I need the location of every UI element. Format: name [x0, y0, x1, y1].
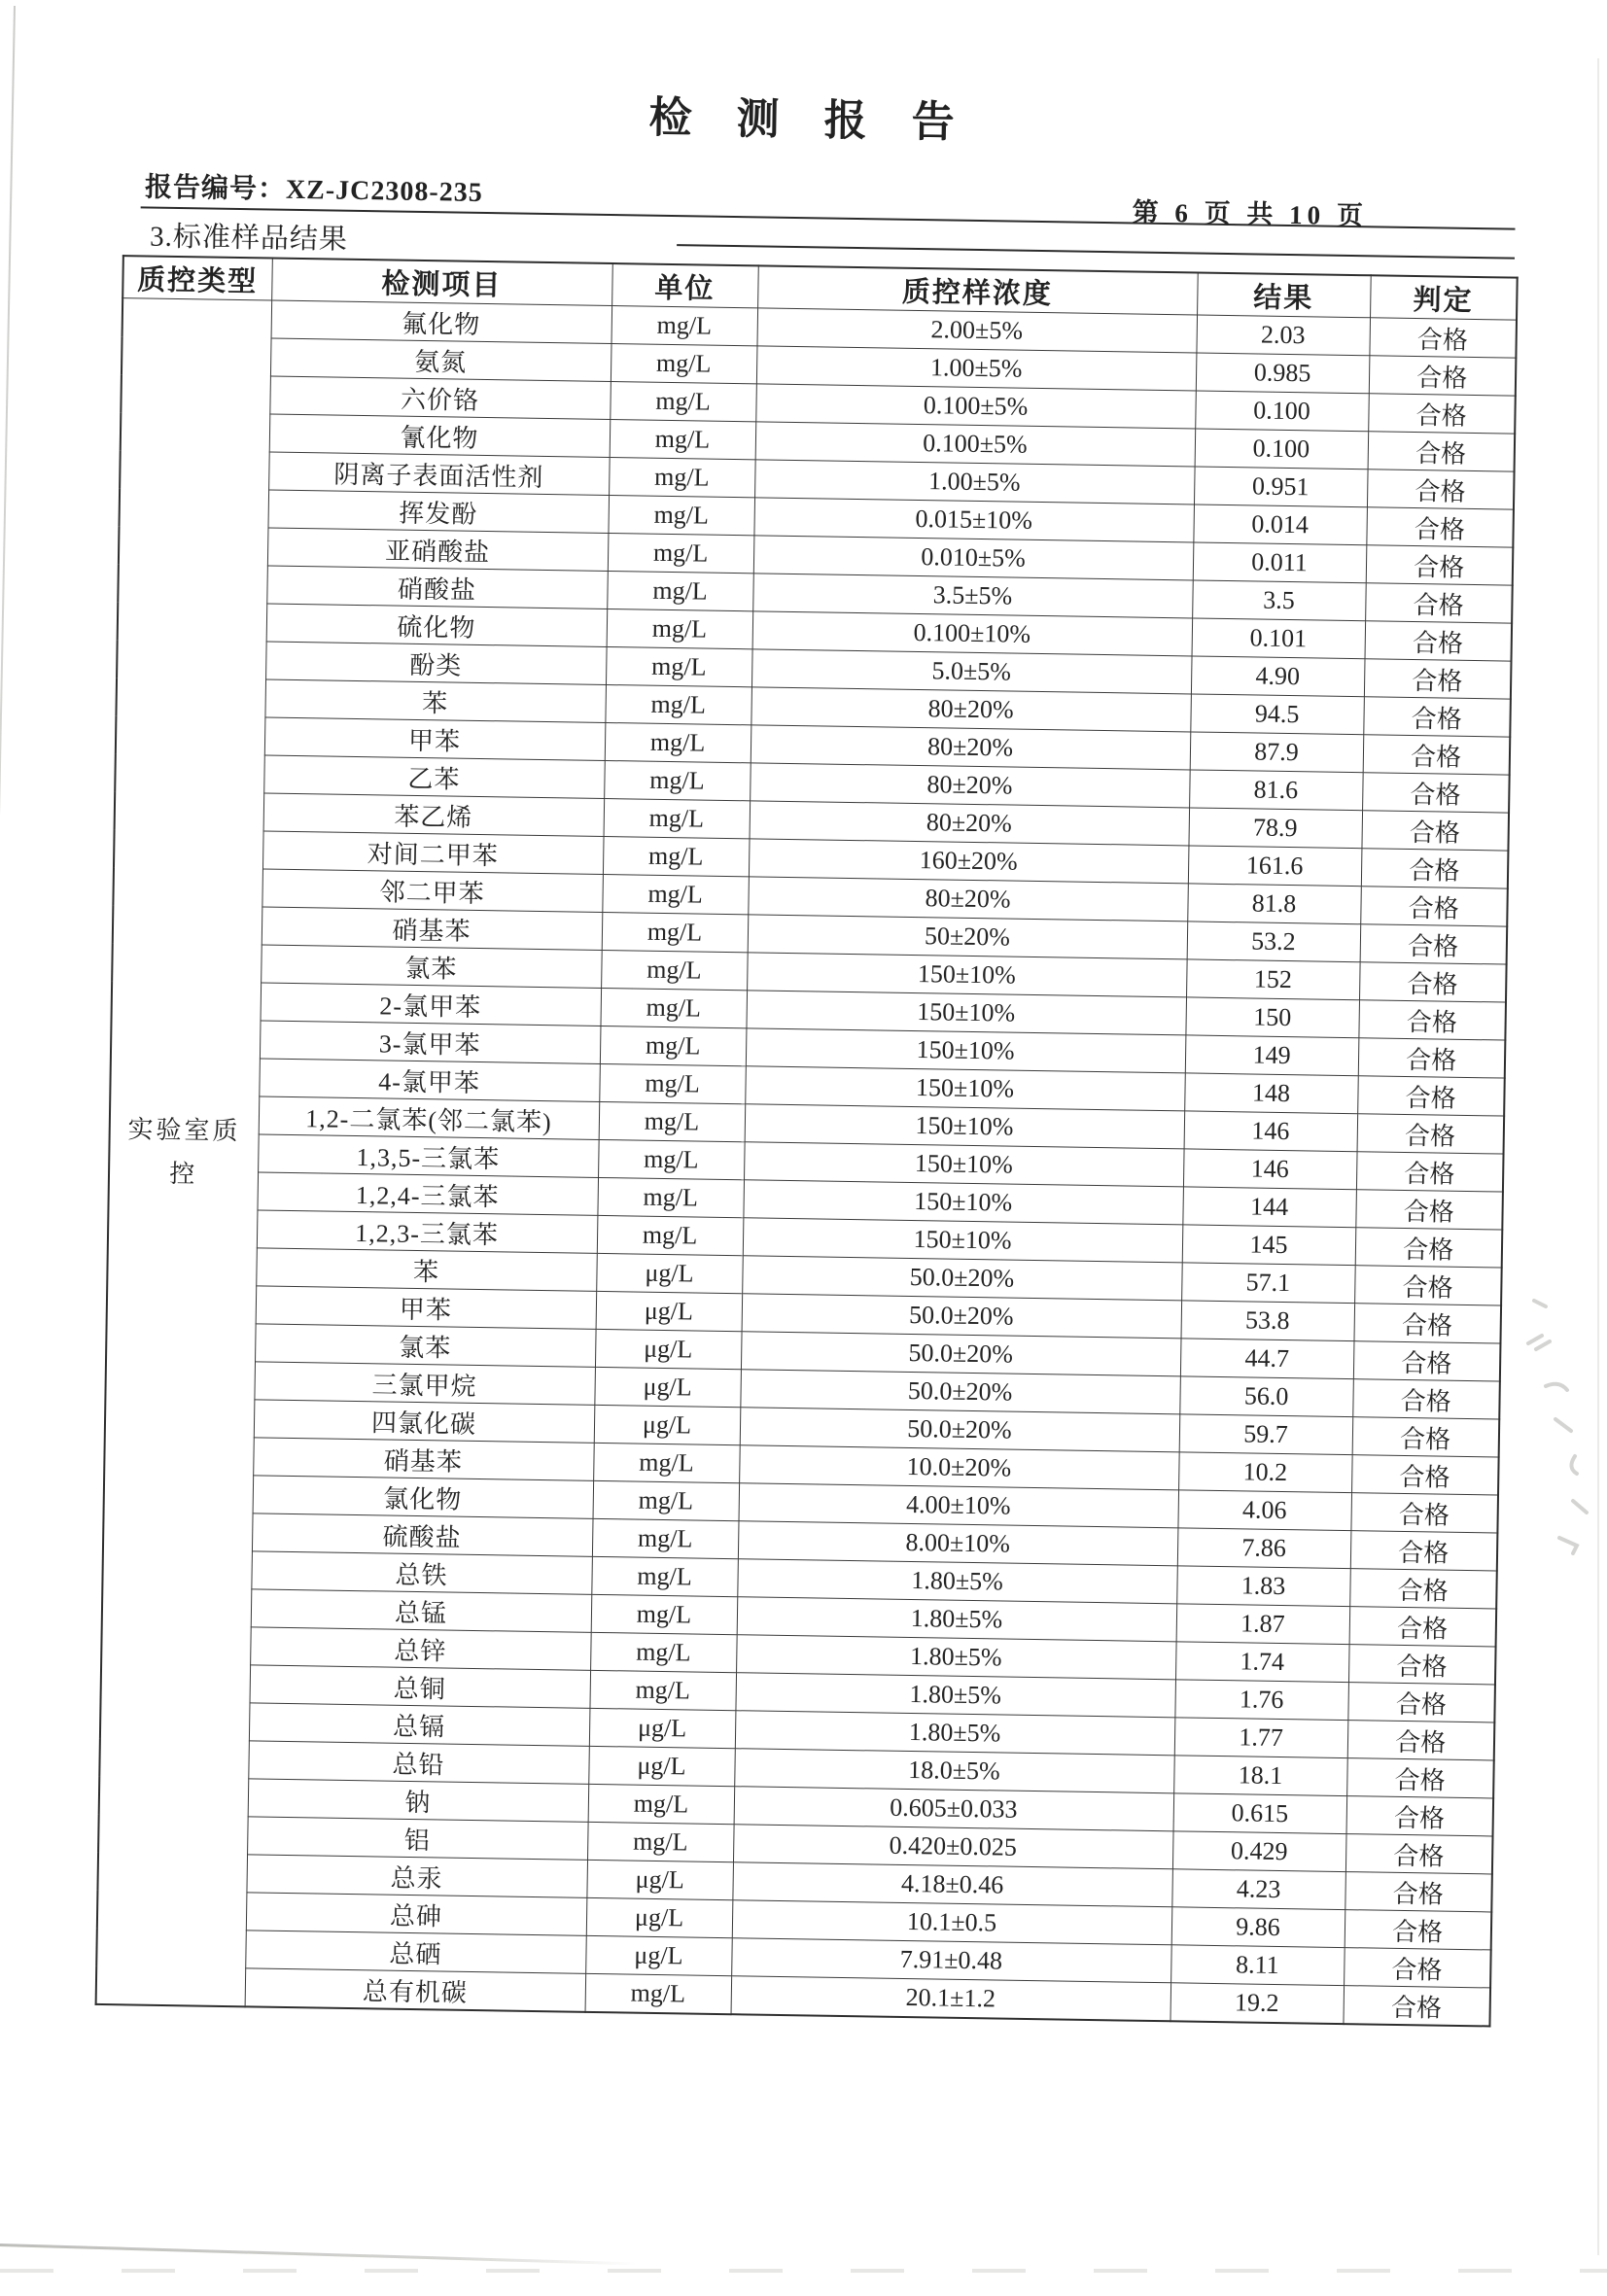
- concentration-cell: 0.010±5%: [753, 536, 1194, 580]
- concentration-cell: 80±20%: [750, 763, 1190, 808]
- concentration-cell: 150±10%: [747, 953, 1187, 997]
- item-cell: 苯乙烯: [263, 793, 605, 836]
- concentration-cell: 1.00±5%: [756, 346, 1197, 391]
- item-cell: 氨氮: [270, 338, 611, 381]
- unit-cell: mg/L: [605, 684, 751, 724]
- judgement-cell: 合格: [1358, 1038, 1506, 1078]
- item-cell: 邻二甲苯: [262, 869, 603, 912]
- judgement-cell: 合格: [1369, 356, 1517, 396]
- result-cell: 1.87: [1176, 1604, 1350, 1645]
- item-cell: 1,2-二氯苯(邻二氯苯): [259, 1096, 600, 1139]
- item-cell: 硝基苯: [253, 1438, 594, 1480]
- item-cell: 氯苯: [255, 1324, 596, 1367]
- unit-cell: μg/L: [594, 1405, 741, 1444]
- concentration-cell: 50.0±20%: [740, 1370, 1180, 1414]
- unit-cell: mg/L: [600, 988, 747, 1027]
- standard-sample-results-table: [95, 255, 1519, 2027]
- item-cell: 对间二甲苯: [262, 831, 604, 874]
- item-cell: 阴离子表面活性剂: [268, 452, 610, 495]
- judgement-cell: 合格: [1352, 1379, 1500, 1419]
- unit-cell: mg/L: [588, 1784, 735, 1824]
- judgement-cell: 合格: [1355, 1228, 1503, 1268]
- concentration-cell: 150±10%: [743, 1180, 1183, 1225]
- unit-cell: μg/L: [586, 1897, 733, 1937]
- judgement-cell: 合格: [1356, 1152, 1504, 1192]
- result-cell: 1.76: [1174, 1680, 1348, 1721]
- result-cell: 144: [1182, 1187, 1356, 1228]
- result-cell: 8.11: [1170, 1945, 1345, 1986]
- result-cell: 57.1: [1181, 1263, 1355, 1304]
- judgement-cell: 合格: [1350, 1531, 1498, 1571]
- col-header-result: 结果: [1197, 272, 1371, 317]
- col-header-judgement: 判定: [1370, 275, 1518, 320]
- concentration-cell: 50.0±20%: [740, 1408, 1180, 1452]
- concentration-cell: 18.0±5%: [734, 1749, 1174, 1793]
- report-number-label: 报告编号：: [144, 172, 287, 205]
- unit-cell: mg/L: [605, 722, 751, 762]
- judgement-cell: 合格: [1367, 470, 1515, 509]
- item-cell: 铝: [247, 1817, 588, 1860]
- col-header-test-item: 检测项目: [271, 259, 612, 306]
- judgement-cell: 合格: [1357, 1076, 1505, 1116]
- concentration-cell: 4.18±0.46: [732, 1862, 1172, 1907]
- unit-cell: mg/L: [590, 1632, 737, 1672]
- judgement-cell: 合格: [1346, 1758, 1494, 1798]
- ghost-stamp-marks: [1517, 1293, 1607, 1565]
- concentration-cell: 10.0±20%: [739, 1445, 1179, 1490]
- item-cell: 总镉: [249, 1703, 590, 1746]
- item-cell: 氰化物: [269, 414, 611, 457]
- unit-cell: μg/L: [595, 1329, 742, 1369]
- result-cell: 0.014: [1193, 504, 1367, 545]
- result-cell: 19.2: [1170, 1983, 1344, 2024]
- report-title: 检测报告: [648, 93, 1000, 148]
- unit-cell: mg/L: [608, 534, 754, 574]
- judgement-cell: 合格: [1348, 1645, 1496, 1685]
- item-cell: 氟化物: [271, 300, 612, 343]
- item-cell: 四氯化碳: [254, 1400, 595, 1443]
- scan-right-edge-artifact: [1597, 58, 1599, 2255]
- judgement-cell: 合格: [1364, 659, 1512, 699]
- judgement-cell: 合格: [1362, 773, 1510, 813]
- concentration-cell: 80±20%: [748, 877, 1188, 922]
- item-cell: 三氯甲烷: [254, 1362, 595, 1405]
- judgement-cell: 合格: [1353, 1304, 1501, 1343]
- judgement-cell: 合格: [1366, 545, 1514, 585]
- concentration-cell: 8.00±10%: [738, 1521, 1178, 1566]
- concentration-cell: 1.00±5%: [754, 460, 1195, 504]
- unit-cell: mg/L: [589, 1670, 736, 1710]
- judgement-cell: 合格: [1345, 1910, 1492, 1950]
- unit-cell: μg/L: [585, 1935, 732, 1975]
- result-cell: 4.06: [1177, 1490, 1351, 1531]
- unit-cell: mg/L: [585, 1973, 732, 2014]
- concentration-cell: 50.0±20%: [742, 1294, 1182, 1339]
- item-cell: 氯化物: [253, 1476, 594, 1518]
- concentration-cell: 0.605±0.033: [734, 1787, 1174, 1831]
- judgement-cell: 合格: [1352, 1417, 1500, 1457]
- result-cell: 44.7: [1180, 1339, 1354, 1379]
- result-cell: 78.9: [1188, 808, 1362, 849]
- concentration-cell: 150±10%: [745, 1104, 1185, 1149]
- judgement-cell: 合格: [1347, 1721, 1495, 1760]
- section-heading: 3.标准样品结果: [149, 221, 349, 256]
- judgement-cell: 合格: [1350, 1493, 1498, 1533]
- item-cell: 硝基苯: [262, 907, 603, 950]
- concentration-cell: 7.91±0.48: [731, 1938, 1171, 1983]
- unit-cell: mg/L: [593, 1480, 740, 1520]
- result-cell: 7.86: [1177, 1528, 1351, 1569]
- concentration-cell: 1.80±5%: [735, 1673, 1175, 1718]
- result-cell: 148: [1184, 1073, 1358, 1114]
- unit-cell: mg/L: [607, 572, 753, 611]
- report-number-value: XZ-JC2308-235: [285, 174, 483, 208]
- item-cell: 总锌: [250, 1627, 591, 1670]
- judgement-cell: 合格: [1343, 1986, 1490, 2027]
- concentration-cell: 0.015±10%: [753, 498, 1194, 542]
- item-cell: 甲苯: [264, 717, 606, 760]
- result-cell: 18.1: [1173, 1756, 1347, 1796]
- page-indicator: 第 6 页 共 10 页: [1132, 197, 1369, 231]
- concentration-cell: 50.0±20%: [742, 1256, 1182, 1301]
- unit-cell: mg/L: [597, 1215, 744, 1255]
- unit-cell: μg/L: [594, 1367, 741, 1407]
- unit-cell: mg/L: [604, 798, 751, 838]
- unit-cell: mg/L: [598, 1139, 745, 1179]
- item-cell: 2-氯甲苯: [261, 983, 602, 1026]
- judgement-cell: 合格: [1363, 697, 1511, 737]
- concentration-cell: 1.80±5%: [737, 1559, 1177, 1604]
- col-header-qc-type: 质控类型: [122, 256, 272, 300]
- unit-cell: mg/L: [610, 382, 756, 422]
- result-cell: 81.8: [1187, 884, 1361, 924]
- judgement-cell: 合格: [1349, 1607, 1497, 1647]
- item-cell: 硫化物: [266, 604, 608, 646]
- concentration-cell: 150±10%: [743, 1218, 1183, 1263]
- unit-cell: μg/L: [586, 1860, 733, 1899]
- result-cell: 56.0: [1179, 1376, 1353, 1417]
- result-cell: 9.86: [1171, 1907, 1345, 1948]
- unit-cell: mg/L: [591, 1556, 738, 1596]
- scan-bottom-shadow: [0, 2269, 1607, 2273]
- item-cell: 总锰: [251, 1589, 592, 1632]
- judgement-cell: 合格: [1346, 1796, 1494, 1836]
- item-cell: 硝酸盐: [266, 566, 608, 609]
- judgement-cell: 合格: [1369, 318, 1517, 358]
- unit-cell: μg/L: [596, 1253, 743, 1293]
- unit-cell: μg/L: [589, 1708, 736, 1748]
- judgement-cell: 合格: [1355, 1190, 1503, 1230]
- results-table-body: [96, 298, 1517, 2027]
- unit-cell: mg/L: [608, 496, 754, 536]
- result-cell: 0.985: [1196, 353, 1370, 394]
- item-cell: 六价铬: [269, 376, 611, 419]
- result-cell: 152: [1186, 959, 1360, 1000]
- judgement-cell: 合格: [1368, 432, 1516, 471]
- concentration-cell: 80±20%: [751, 725, 1191, 770]
- concentration-cell: 160±20%: [749, 839, 1189, 884]
- concentration-cell: 150±10%: [744, 1142, 1184, 1187]
- qc-type-cell: [96, 298, 272, 2007]
- judgement-cell: 合格: [1359, 962, 1507, 1002]
- unit-cell: μg/L: [588, 1746, 735, 1786]
- judgement-cell: 合格: [1358, 1000, 1506, 1040]
- unit-cell: mg/L: [591, 1594, 738, 1634]
- judgement-cell: 合格: [1354, 1266, 1502, 1305]
- judgement-cell: 合格: [1345, 1872, 1492, 1912]
- report-number-line: [145, 165, 483, 209]
- judgement-cell: 合格: [1361, 811, 1509, 851]
- item-cell: 挥发酚: [267, 490, 609, 533]
- unit-cell: mg/L: [587, 1822, 734, 1861]
- unit-cell: mg/L: [604, 760, 751, 800]
- judgement-cell: 合格: [1365, 583, 1513, 623]
- concentration-cell: 80±20%: [750, 801, 1190, 846]
- concentration-cell: 150±10%: [745, 1066, 1185, 1111]
- concentration-cell: 150±10%: [746, 991, 1186, 1035]
- unit-cell: μg/L: [596, 1291, 743, 1331]
- item-cell: 总汞: [246, 1855, 587, 1897]
- concentration-cell: 50±20%: [748, 915, 1188, 959]
- concentration-cell: 80±20%: [751, 687, 1191, 732]
- concentration-cell: 10.1±0.5: [732, 1900, 1172, 1945]
- concentration-cell: 2.00±5%: [756, 308, 1197, 353]
- result-cell: 81.6: [1189, 770, 1363, 811]
- result-cell: 53.8: [1181, 1301, 1355, 1341]
- unit-cell: mg/L: [609, 458, 755, 498]
- result-cell: 146: [1184, 1111, 1358, 1152]
- concentration-cell: 50.0±20%: [741, 1332, 1181, 1376]
- judgement-cell: 合格: [1360, 924, 1508, 964]
- judgement-cell: 合格: [1351, 1455, 1499, 1495]
- item-cell: 4-氯甲苯: [259, 1059, 600, 1101]
- concentration-cell: 1.80±5%: [737, 1597, 1177, 1642]
- result-cell: 0.615: [1173, 1793, 1347, 1834]
- unit-cell: mg/L: [592, 1518, 739, 1558]
- judgement-cell: 合格: [1361, 849, 1509, 888]
- item-cell: 氯苯: [261, 945, 602, 988]
- item-cell: 苯: [264, 679, 606, 722]
- unit-cell: mg/L: [599, 1063, 746, 1103]
- item-cell: 甲苯: [256, 1286, 597, 1329]
- unit-cell: mg/L: [597, 1177, 744, 1217]
- judgement-cell: 合格: [1365, 621, 1513, 661]
- result-cell: 1.77: [1174, 1718, 1348, 1758]
- item-cell: 总铅: [248, 1741, 589, 1784]
- concentration-cell: 0.100±5%: [755, 384, 1196, 429]
- result-cell: 145: [1182, 1225, 1356, 1266]
- unit-cell: mg/L: [611, 306, 758, 346]
- item-cell: 乙苯: [263, 755, 605, 798]
- item-cell: 1,3,5-三氯苯: [258, 1134, 599, 1177]
- concentration-cell: 20.1±1.2: [731, 1976, 1171, 2022]
- item-cell: 酚类: [265, 642, 607, 684]
- unit-cell: mg/L: [606, 646, 752, 686]
- judgement-cell: 合格: [1345, 1834, 1493, 1874]
- result-cell: 161.6: [1188, 846, 1362, 887]
- result-cell: 87.9: [1190, 732, 1364, 773]
- result-cell: 0.429: [1172, 1831, 1346, 1872]
- col-header-concentration: 质控样浓度: [757, 265, 1198, 315]
- unit-cell: mg/L: [607, 609, 753, 648]
- item-cell: 亚硝酸盐: [267, 528, 609, 571]
- unit-cell: mg/L: [602, 912, 749, 952]
- concentration-cell: 0.100±5%: [755, 422, 1196, 467]
- judgement-cell: 合格: [1349, 1569, 1497, 1609]
- item-cell: 总有机碳: [245, 1968, 586, 2012]
- result-cell: 10.2: [1178, 1452, 1352, 1493]
- item-cell: 总铜: [249, 1665, 590, 1708]
- result-cell: 0.100: [1195, 391, 1369, 432]
- judgement-cell: 合格: [1347, 1683, 1495, 1722]
- concentration-cell: 4.00±10%: [739, 1483, 1179, 1528]
- result-cell: 4.23: [1171, 1869, 1345, 1910]
- result-cell: 1.74: [1175, 1642, 1349, 1683]
- unit-cell: mg/L: [600, 1026, 747, 1065]
- unit-cell: mg/L: [611, 344, 757, 384]
- item-cell: 1,2,4-三氯苯: [257, 1172, 598, 1215]
- concentration-cell: 150±10%: [746, 1028, 1186, 1073]
- item-cell: 硫酸盐: [252, 1513, 593, 1556]
- result-cell: 0.011: [1193, 542, 1367, 583]
- unit-cell: mg/L: [603, 836, 750, 876]
- unit-cell: mg/L: [610, 420, 756, 460]
- header-rule-bottom: [677, 244, 1515, 260]
- result-cell: 150: [1185, 997, 1359, 1038]
- judgement-cell: 合格: [1353, 1341, 1501, 1381]
- item-cell: 1,2,3-三氯苯: [257, 1210, 598, 1253]
- result-cell: 0.101: [1192, 618, 1366, 659]
- qc-type-label: 实验室质控: [127, 1114, 241, 1189]
- result-cell: 3.5: [1192, 580, 1366, 621]
- concentration-cell: 1.80±5%: [735, 1711, 1175, 1756]
- result-cell: 1.83: [1176, 1566, 1350, 1607]
- concentration-cell: 1.80±5%: [736, 1635, 1176, 1680]
- result-cell: 149: [1185, 1035, 1359, 1076]
- result-cell: 94.5: [1190, 694, 1364, 735]
- judgement-cell: 合格: [1368, 394, 1516, 434]
- concentration-cell: 5.0±5%: [751, 649, 1192, 694]
- item-cell: 总铁: [251, 1551, 592, 1594]
- concentration-cell: 0.420±0.025: [733, 1825, 1173, 1869]
- col-header-unit: 单位: [611, 263, 758, 308]
- judgement-cell: 合格: [1357, 1114, 1505, 1154]
- unit-cell: mg/L: [601, 950, 748, 990]
- item-cell: 苯: [256, 1248, 597, 1291]
- judgement-cell: 合格: [1366, 507, 1514, 547]
- result-cell: 0.951: [1194, 467, 1368, 507]
- item-cell: 3-氯甲苯: [260, 1021, 601, 1063]
- concentration-cell: 0.100±10%: [752, 611, 1193, 656]
- judgement-cell: 合格: [1360, 887, 1508, 926]
- judgement-cell: 合格: [1363, 735, 1511, 775]
- unit-cell: mg/L: [599, 1101, 746, 1141]
- result-cell: 0.100: [1195, 429, 1369, 470]
- concentration-cell: 3.5±5%: [752, 574, 1193, 618]
- result-cell: 4.90: [1191, 656, 1365, 697]
- judgement-cell: 合格: [1344, 1948, 1491, 1988]
- result-cell: 2.03: [1196, 315, 1370, 356]
- item-cell: 总硒: [245, 1931, 586, 1973]
- item-cell: 钠: [248, 1779, 589, 1822]
- result-cell: 59.7: [1179, 1414, 1353, 1455]
- item-cell: 总砷: [246, 1893, 587, 1935]
- result-cell: 53.2: [1187, 922, 1361, 962]
- result-cell: 146: [1183, 1149, 1357, 1190]
- unit-cell: mg/L: [593, 1443, 740, 1482]
- unit-cell: mg/L: [602, 874, 749, 914]
